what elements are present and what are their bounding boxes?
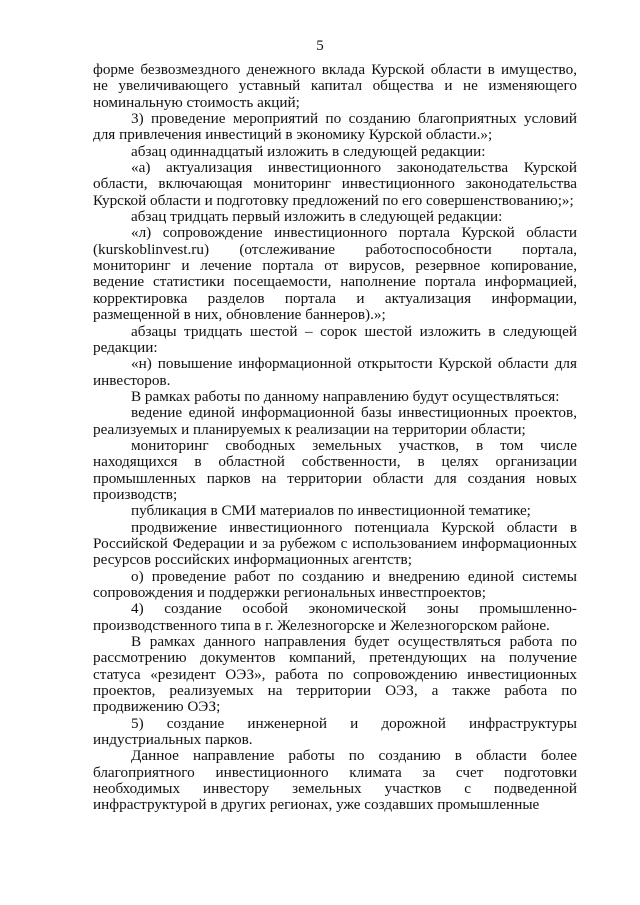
paragraph: ведение единой информационной базы инвестиционных проектов, реализуемых и планируемых к реализации на территории области;	[93, 404, 577, 438]
paragraph: о) проведение работ по созданию и внедрению единой системы сопровождения и поддержки региональных инвестпроектов;	[93, 567, 577, 601]
body-text	[93, 62, 577, 814]
paragraph: В рамках данного направления будет осуществляться работа по рассмотрению документов компаний, претендующих на получение статуса «резидент ОЭЗ», работа по сопровождению инвестиционных проектов, реализуемых на территории ОЭЗ, а также работа по продвижению ОЭЗ;	[93, 633, 577, 716]
paragraph: В рамках работы по данному направлению будут осуществляться:	[131, 387, 560, 405]
paragraph: 3) проведение мероприятий по созданию благоприятных условий для привлечения инвестиций в экономику Курской области.»;	[93, 110, 577, 144]
paragraph: «л) сопровождение инвестиционного портала Курской области (kurskoblinvest.ru) (отслеживание работоспособности портала, мониторинг и лечение портала от вирусов, резервное копирование, ведение статистики посещаемости, наполнение портала информацией, корректировка разделов портала и актуализация информации, размещенной в них, обновление баннеров).»;	[93, 224, 577, 324]
paragraph: Данное направление работы по созданию в области более благоприятного инвестиционного климата за счет подготовки необходимых инвестору земельных участков с подведенной инфраструктурой в других регионах, уже создавших промышленные	[93, 747, 577, 814]
paragraph: публикация в СМИ материалов по инвестиционной тематике;	[131, 502, 531, 520]
paragraph: абзацы тридцать шестой – сорок шестой изложить в следующей редакции:	[93, 322, 577, 356]
paragraph: 5) создание инженерной и дорожной инфраструктуры индустриальных парков.	[93, 714, 577, 749]
paragraph: «а) актуализация инвестиционного законодательства Курской области, включающая мониторинг инвестиционного законодательства Курской области и подготовку предложений по его совершенствованию;»;	[93, 159, 577, 209]
paragraph: абзац одиннадцатый изложить в следующей редакции:	[131, 142, 486, 160]
paragraph: мониторинг свободных земельных участков, в том числе находящихся в областной собственности, в целях организации промышленных парков на территории области для создания новых производств;	[93, 436, 577, 503]
paragraph: «н) повышение информационной открытости Курской области для инвесторов.	[93, 355, 577, 389]
page-number: 5	[316, 38, 324, 54]
paragraph: абзац тридцать первый изложить в следующей редакции:	[131, 208, 503, 226]
paragraph: продвижение инвестиционного потенциала Курской области в Российской Федерации и за рубежом с использованием информационных ресурсов российских информационных агентств;	[93, 518, 577, 569]
paragraph: форме безвозмездного денежного вклада Курской области в имущество, не увеличивающего уставный капитал общества и не изменяющего номинальную стоимость акций;	[93, 61, 577, 111]
paragraph: 4) создание особой экономической зоны промышленно-производственного типа в г. Железногорске и Железногорском районе.	[93, 600, 577, 634]
